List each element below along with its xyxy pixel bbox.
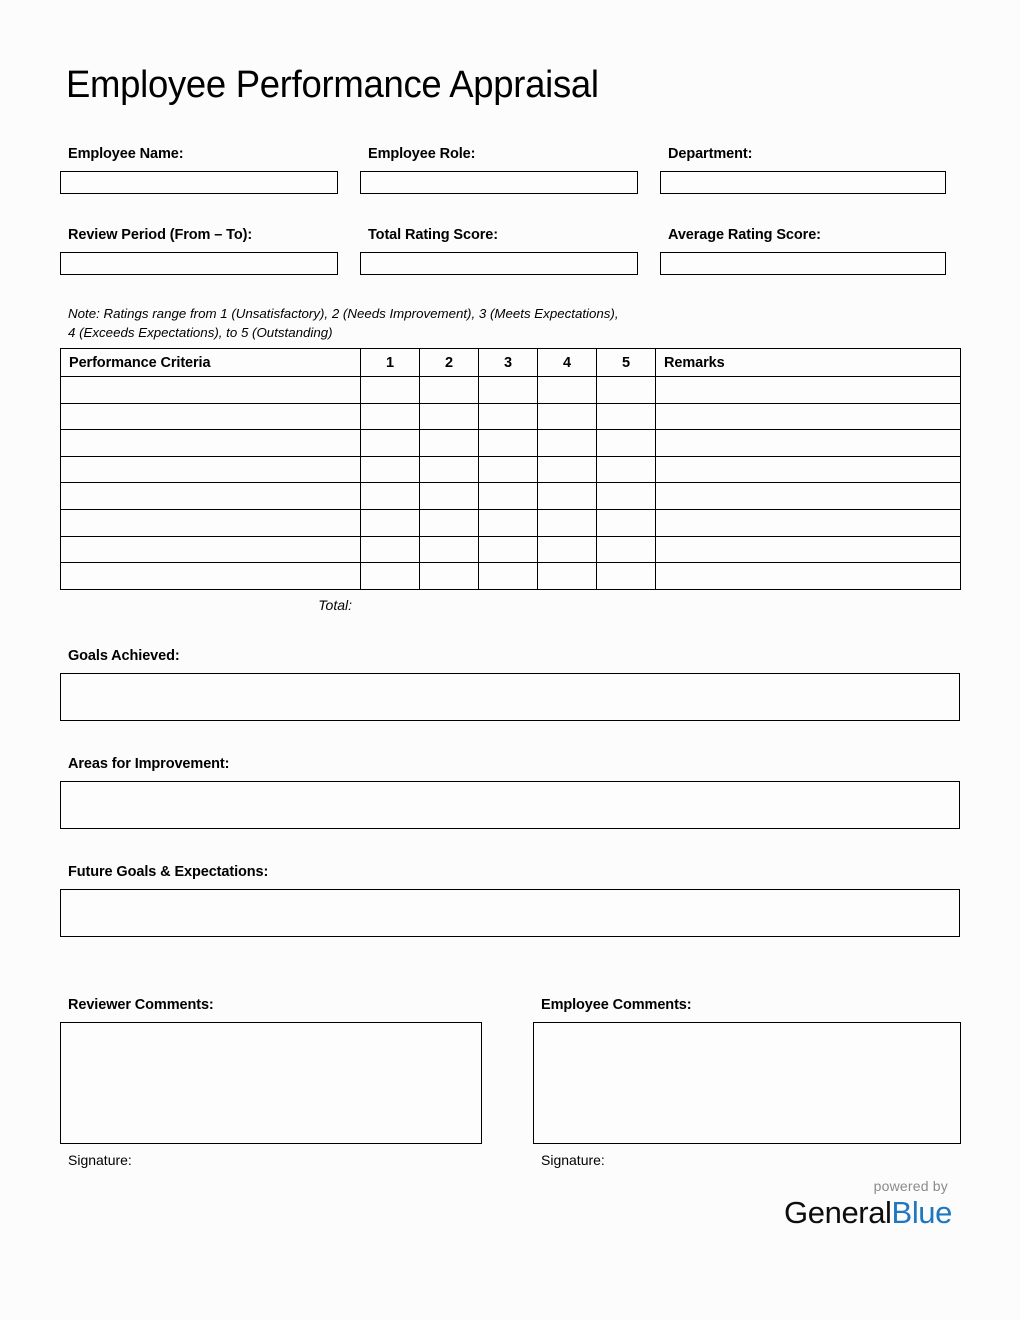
goals-achieved-input[interactable] [60,673,960,721]
ratings-note-line-1: Note: Ratings range from 1 (Unsatisfactory), 2 (Needs Improvement), 3 (Meets Expectations), [68,306,619,321]
table-row [61,456,961,483]
header-rating-4: 4 [538,349,597,377]
cell-rating-5[interactable] [597,536,656,563]
table-row [61,509,961,536]
cell-rating-2[interactable] [420,456,479,483]
label-employee-comments: Employee Comments: [541,997,692,1013]
cell-rating-1[interactable] [361,403,420,430]
reviewer-comments-input[interactable] [60,1022,482,1144]
employee-signature-label: Signature: [541,1152,605,1168]
field-label-department: Department: [668,146,753,162]
average-rating-score-input[interactable] [660,252,946,275]
cell-rating-5[interactable] [597,483,656,510]
cell-rating-1[interactable] [361,456,420,483]
table-header-row [61,349,961,377]
section-future-goals-expectations [60,864,960,937]
powered-by-text: powered by [873,1178,948,1194]
cell-rating-4[interactable] [538,483,597,510]
cell-rating-4[interactable] [538,430,597,457]
field-employee-role [360,146,638,194]
review-period-input[interactable] [60,252,338,275]
cell-rating-2[interactable] [420,403,479,430]
ratings-note [68,305,948,342]
cell-rating-4[interactable] [538,377,597,404]
cell-rating-1[interactable] [361,377,420,404]
cell-rating-2[interactable] [420,483,479,510]
cell-criteria[interactable] [61,377,361,404]
field-department [660,146,946,194]
cell-rating-5[interactable] [597,563,656,590]
cell-rating-3[interactable] [479,403,538,430]
cell-rating-5[interactable] [597,377,656,404]
ratings-note-line-2: 4 (Exceeds Expectations), to 5 (Outstanding) [68,324,333,340]
cell-criteria[interactable] [61,483,361,510]
page-title: Employee Performance Appraisal [66,64,599,106]
label-future-goals-expectations: Future Goals & Expectations: [68,864,269,880]
cell-rating-3[interactable] [479,509,538,536]
cell-remarks[interactable] [656,563,961,590]
field-review-period [60,227,338,275]
generalblue-logo [692,1178,952,1230]
employee-role-input[interactable] [360,171,638,194]
performance-criteria-table [60,348,961,590]
field-average-rating-score [660,227,946,275]
cell-rating-4[interactable] [538,456,597,483]
total-rating-score-input[interactable] [360,252,638,275]
cell-rating-2[interactable] [420,563,479,590]
field-label-employee-role: Employee Role: [368,146,476,162]
cell-rating-3[interactable] [479,563,538,590]
label-areas-for-improvement: Areas for Improvement: [68,756,230,772]
cell-criteria[interactable] [61,509,361,536]
field-label-employee-name: Employee Name: [68,146,184,162]
cell-rating-5[interactable] [597,509,656,536]
brand-wordmark [692,1196,952,1230]
cell-rating-1[interactable] [361,563,420,590]
cell-rating-4[interactable] [538,536,597,563]
label-reviewer-comments: Reviewer Comments: [68,997,214,1013]
cell-rating-2[interactable] [420,509,479,536]
cell-rating-1[interactable] [361,536,420,563]
cell-rating-1[interactable] [361,430,420,457]
future-goals-expectations-input[interactable] [60,889,960,937]
label-goals-achieved: Goals Achieved: [68,648,180,664]
areas-for-improvement-input[interactable] [60,781,960,829]
header-performance-criteria: Performance Criteria [61,349,361,377]
cell-criteria[interactable] [61,403,361,430]
cell-rating-5[interactable] [597,403,656,430]
table-row [61,563,961,590]
field-employee-name [60,146,338,194]
cell-rating-2[interactable] [420,430,479,457]
cell-criteria[interactable] [61,430,361,457]
header-rating-5: 5 [597,349,656,377]
table-row [61,430,961,457]
employee-comments-input[interactable] [533,1022,961,1144]
total-label: Total: [318,597,352,613]
field-label-review-period: Review Period (From – To): [68,227,253,243]
field-label-average-rating-score: Average Rating Score: [668,227,821,243]
cell-remarks[interactable] [656,403,961,430]
cell-rating-1[interactable] [361,483,420,510]
cell-criteria[interactable] [61,563,361,590]
brand-general: General [784,1195,892,1230]
employee-name-input[interactable] [60,171,338,194]
header-rating-3: 3 [479,349,538,377]
cell-rating-2[interactable] [420,536,479,563]
cell-remarks[interactable] [656,509,961,536]
comments-section [60,997,960,1168]
reviewer-signature-label: Signature: [68,1152,132,1168]
field-row-1 [60,146,960,194]
cell-rating-3[interactable] [479,536,538,563]
cell-rating-5[interactable] [597,430,656,457]
cell-rating-5[interactable] [597,456,656,483]
header-rating-2: 2 [420,349,479,377]
table-row [61,377,961,404]
cell-remarks[interactable] [656,377,961,404]
cell-rating-3[interactable] [479,377,538,404]
cell-rating-2[interactable] [420,377,479,404]
cell-remarks[interactable] [656,536,961,563]
header-remarks: Remarks [656,349,961,377]
brand-blue: Blue [891,1195,952,1230]
field-total-rating-score [360,227,638,275]
cell-rating-4[interactable] [538,563,597,590]
cell-remarks[interactable] [656,430,961,457]
section-areas-for-improvement [60,756,960,829]
section-goals-achieved [60,648,960,721]
cell-rating-3[interactable] [479,456,538,483]
cell-rating-3[interactable] [479,483,538,510]
cell-rating-4[interactable] [538,509,597,536]
field-label-total-rating-score: Total Rating Score: [368,227,498,243]
cell-rating-1[interactable] [361,509,420,536]
cell-criteria[interactable] [61,536,361,563]
header-rating-1: 1 [361,349,420,377]
employee-comments-block [533,997,961,1168]
cell-remarks[interactable] [656,483,961,510]
field-row-2 [60,227,960,275]
table-row [61,483,961,510]
reviewer-comments-block [60,997,482,1168]
cell-remarks[interactable] [656,456,961,483]
cell-rating-4[interactable] [538,403,597,430]
table-row [61,536,961,563]
department-input[interactable] [660,171,946,194]
cell-criteria[interactable] [61,456,361,483]
table-row [61,403,961,430]
cell-rating-3[interactable] [479,430,538,457]
